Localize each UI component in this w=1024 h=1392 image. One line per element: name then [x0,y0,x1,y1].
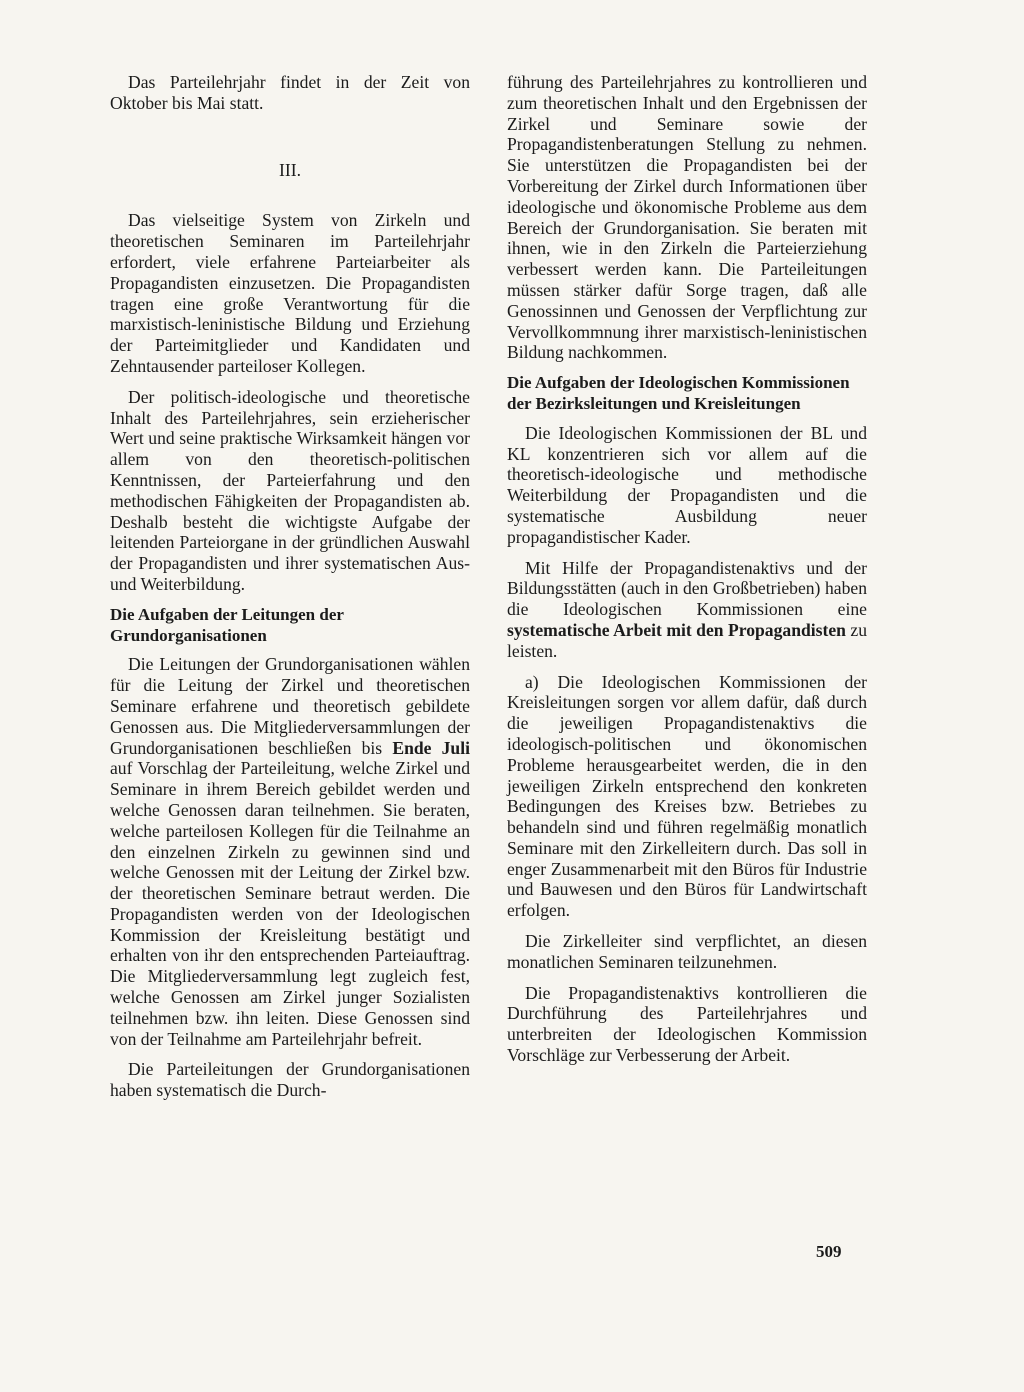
paragraph-lehrjahr-zeit: Das Parteilehrjahr findet in der Zeit von Oktober bis Mai statt. [110,72,470,113]
right-column [507,72,867,1076]
paragraph-parteileitungen-kontrolle: Die Parteileitungen der Grundorganisationen haben systematisch die Durch- [110,1059,470,1101]
heading-ideologische-kommissionen: Die Aufgaben der Ideologischen Kommissionen der Bezirksleitungen und Kreisleitungen [507,373,850,413]
text-run: Die Leitungen der Grundorganisationen wählen für die Leitung der Zirkel und theoretischen Seminare erfahrene und theoretisch gebildete Genossen aus. Die Mitgliederversammlungen der Grundorganisationen beschließen bis [110,654,470,758]
left-column [110,72,470,1111]
paragraph-zirkelleiter-verpflichtet: Die Zirkelleiter sind verpflichtet, an diesen monatlichen Seminaren teilzunehmen. [507,931,867,972]
paragraph-kreisleitungen-sorgen: a) Die Ideologischen Kommissionen der Kreisleitungen sorgen vor allem dafür, daß durch die jeweiligen Propagandistenaktivs die ideologisch-politischen und ökonomischen Probleme herausgearbeitet werden, die in den jeweiligen Zirkeln entsprechend den konkreten Bedingungen des Kreises bzw. Betriebes zu behandeln sind und führen regelmäßig monatlich Seminare mit den Zirkelleitern durch. Das soll in enger Zusammenarbeit mit den Büros für Industrie und Bauwesen und den Büros für Landwirtschaft erfolgen. [507,671,867,921]
paragraph-fortsetzung-durchfuehrung: führung des Parteilehrjahres zu kontrollieren und zum theoretischen Inhalt und den Ergebnissen der Zirkel und Seminare sowie der Propagandistenberatungen Stellung zu nehmen. Sie unterstützen die Propagandisten bei der Vorbereitung der Zirkel durch Informationen über ideologische und ökonomische Probleme aus dem Bereich der Grundorganisation. Sie beraten mit ihnen, wie in den Zirkeln die Parteierziehung verbessert werden kann. Die Parteileitungen müssen stärker dafür Sorge tragen, daß alle Genossinnen und Genossen der Verpflichtung zur Vervollkommnung ihrer marxistisch-leninistischen Bildung nachkommen. [507,72,867,363]
paragraph-bl-kl-konzentrieren: Die Ideologischen Kommissionen der BL und KL konzentrieren sich vor allem auf die theoretisch-ideologische und methodische Weiterbildung der Propagandisten und die systematische Ausbildung neuer propagandistischer Kader. [507,422,867,547]
page-number: 509 [816,1242,842,1261]
emphasis-systematische-arbeit: systematische Arbeit mit den Propagandisten [507,619,846,640]
paragraph-aktivs-kontrollieren: Die Propagandistenaktivs kontrollieren die Durchführung des Parteilehrjahres und unterbreiten der Ideologischen Kommission Vorschläge zur Verbesserung der Arbeit. [507,982,867,1066]
text-run: auf Vorschlag der Parteileitung, welche Zirkel und Seminare in ihrem Bereich gebildet werden und welche Genossen daran teilnehmen. Sie beraten, welche parteilosen Kollegen für die Teilnahme an den einzelnen Zirkeln zu gewinnen sind und welche Genossen mit der Leitung der Zirkel bzw. der theoretischen Seminare betraut werden. Die Propagandisten werden von der Ideologischen Kommission der Kreisleitung bestätigt und erhalten von ihr den entsprechenden Parteiauftrag. Die Mitgliederversammlung legt zugleich fest, welche Genossen am Zirkel junger Sozialisten teilnehmen bzw. ihn leiten. Diese Genossen sind von der Teilnahme am Parteilehrjahr befreit. [110,758,470,1049]
text-run: Mit Hilfe der Propagandistenaktivs und der Bildungsstätten (auch in den Großbetrieben) haben die Ideologischen Kommissionen eine [507,557,867,620]
heading-leitungen-grundorganisationen: Die Aufgaben der Leitungen der Grundorganisationen [110,604,344,645]
paragraph-propagandistenaktivs [507,558,867,662]
paragraph-leitungen-waehlen [110,654,470,1049]
section-number: III. [279,159,301,180]
paragraph-system-zirkel: Das vielseitige System von Zirkeln und theoretischen Seminaren im Parteilehrjahr erfordert, viele erfahrene Parteiarbeiter als Propagandisten einzusetzen. Die Propagandisten tragen eine große Verantwortung für die marxistisch-leninistische Bildung und Erziehung der Parteimitglieder und Kandidaten und Zehntausender parteiloser Kollegen. [110,210,470,376]
text-run: zu leisten. [507,619,867,661]
emphasis-ende-juli: Ende Juli [392,737,470,758]
paragraph-inhalt-parteilehrjahr: Der politisch-ideologische und theoretische Inhalt des Parteilehrjahres, sein erzieherischer Wert und seine praktische Wirksamkeit hängen vor allem von den theoretisch-politischen Kenntnissen, der Parteierfahrung und den methodischen Fähigkeiten der Propagandisten ab. Deshalb besteht die wichtigste Aufgabe der leitenden Parteiorgane in der gründlichen Auswahl der Propagandisten und ihrer systematischen Aus- und Weiterbildung. [110,386,470,594]
